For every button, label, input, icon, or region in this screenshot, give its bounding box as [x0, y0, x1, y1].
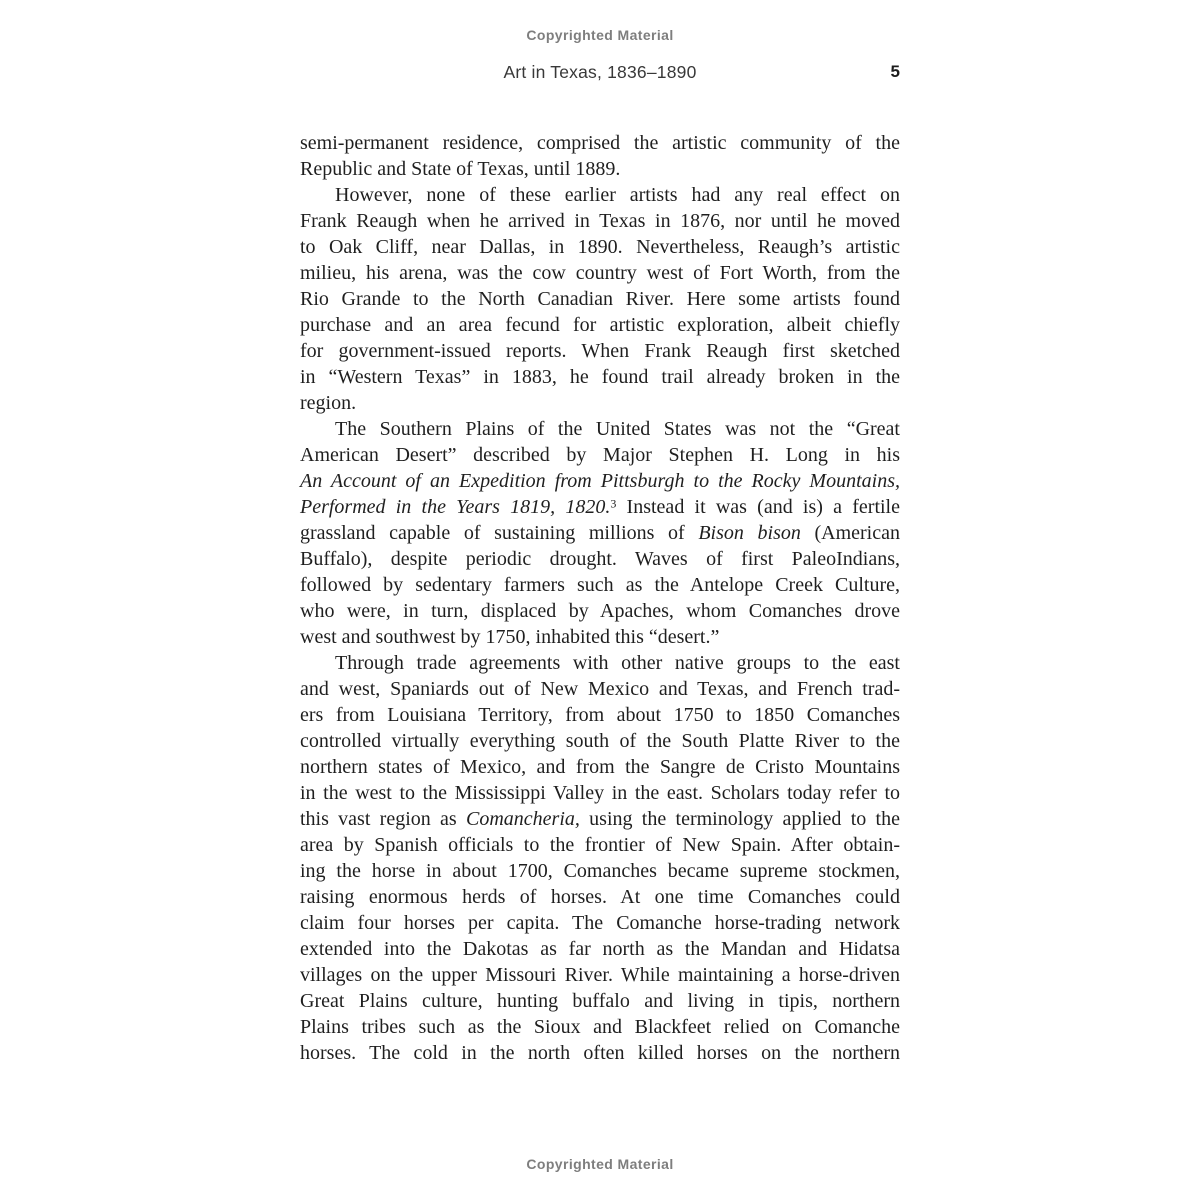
text-line: [300, 546, 900, 572]
text-line: [300, 910, 900, 936]
text-line: [300, 962, 900, 988]
text-segment: ing the horse in about 1700, Comanches became supreme stockmen,: [300, 860, 900, 882]
text-line: [300, 494, 900, 520]
text-line: [300, 936, 900, 962]
text-segment: and west, Spaniards out of New Mexico and Texas, and French trad-: [300, 678, 900, 700]
copyright-notice-bottom: Copyrighted Material: [526, 1156, 674, 1172]
text-line: [300, 728, 900, 754]
italic-text: Comancheria,: [466, 808, 580, 830]
text-segment: in the west to the Mississippi Valley in the east. Scholars today refer to: [300, 782, 900, 804]
text-segment: ers from Louisiana Territory, from about 1750 to 1850 Comanches: [300, 704, 900, 726]
text-segment: The Southern Plains of the United States was not the “Great: [335, 418, 900, 440]
text-segment: region.: [300, 392, 357, 414]
text-line: [300, 858, 900, 884]
text-line: [300, 416, 900, 442]
text-line: [300, 182, 900, 208]
italic-text: An Account of an Expedition from Pittsburgh to the Rocky Mountains,: [300, 470, 900, 492]
text-line: [300, 468, 900, 494]
text-line: [300, 130, 900, 156]
italic-text: Bison bison: [698, 522, 801, 544]
page-number: 5: [890, 62, 900, 81]
text-line: [300, 676, 900, 702]
text-line: [300, 520, 900, 546]
text-line: [300, 806, 900, 832]
text-line: [300, 650, 900, 676]
text-segment: Great Plains culture, hunting buffalo and living in tipis, northern: [300, 990, 900, 1012]
text-line: [300, 260, 900, 286]
text-segment: to Oak Cliff, near Dallas, in 1890. Nevertheless, Reaugh’s artistic: [300, 236, 900, 258]
text-line: [300, 1014, 900, 1040]
text-segment: Rio Grande to the North Canadian River. Here some artists found: [300, 288, 900, 310]
running-header: [300, 62, 900, 84]
text-segment: purchase and an area fecund for artistic exploration, albeit chiefly: [300, 314, 900, 336]
text-line: [300, 884, 900, 910]
text-line: [300, 286, 900, 312]
text-segment: who were, in turn, displaced by Apaches, whom Comanches drove: [300, 600, 900, 622]
text-line: [300, 338, 900, 364]
text-line: [300, 598, 900, 624]
text-segment: controlled virtually everything south of the South Platte River to the: [300, 730, 900, 752]
italic-text: Performed in the Years 1819, 1820.: [300, 496, 611, 518]
text-segment: milieu, his arena, was the cow country west of Fort Worth, from the: [300, 262, 900, 284]
text-segment: Buffalo), despite periodic drought. Waves of first PaleoIndians,: [300, 548, 900, 570]
text-segment: grassland capable of sustaining millions of: [300, 522, 699, 544]
text-segment: northern states of Mexico, and from the Sangre de Cristo Mountains: [300, 756, 900, 778]
body-text: [300, 130, 900, 1066]
text-segment: Plains tribes such as the Sioux and Blackfeet relied on Comanche: [300, 1016, 900, 1038]
text-segment: followed by sedentary farmers such as the Antelope Creek Culture,: [300, 574, 900, 596]
text-line: [300, 312, 900, 338]
text-line: [300, 702, 900, 728]
text-segment: using the terminology applied to the: [579, 808, 900, 830]
text-line: [300, 156, 900, 182]
text-segment: horses. The cold in the north often killed horses on the northern: [300, 1042, 900, 1064]
text-line: [300, 988, 900, 1014]
text-segment: area by Spanish officials to the frontier of New Spain. After obtain-: [300, 834, 900, 856]
text-line: [300, 572, 900, 598]
text-segment: (American: [800, 522, 900, 544]
text-segment: Instead it was (and is) a fertile: [616, 496, 900, 518]
text-segment: Republic and State of Texas, until 1889.: [300, 158, 621, 180]
text-segment: semi-permanent residence, comprised the artistic community of the: [300, 132, 900, 154]
text-line: [300, 364, 900, 390]
text-segment: However, none of these earlier artists had any real effect on: [335, 184, 900, 206]
text-segment: west and southwest by 1750, inhabited this “desert.”: [300, 626, 720, 648]
text-line: [300, 780, 900, 806]
text-segment: in “Western Texas” in 1883, he found trail already broken in the: [300, 366, 900, 388]
text-line: [300, 624, 900, 650]
text-segment: raising enormous herds of horses. At one time Comanches could: [300, 886, 900, 908]
text-line: [300, 208, 900, 234]
text-segment: Through trade agreements with other native groups to the east: [335, 652, 900, 674]
text-line: [300, 390, 900, 416]
text-line: [300, 754, 900, 780]
text-line: [300, 1040, 900, 1066]
text-segment: this vast region as: [300, 808, 466, 830]
text-segment: villages on the upper Missouri River. While maintaining a horse-driven: [300, 964, 900, 986]
copyright-notice-top: Copyrighted Material: [526, 27, 674, 43]
text-line: [300, 442, 900, 468]
text-segment: extended into the Dakotas as far north as the Mandan and Hidatsa: [300, 938, 900, 960]
text-segment: American Desert” described by Major Stephen H. Long in his: [300, 444, 900, 466]
footnote-marker: 3: [610, 496, 617, 511]
text-line: [300, 234, 900, 260]
text-segment: Frank Reaugh when he arrived in Texas in 1876, nor until he moved: [300, 210, 900, 232]
text-segment: for government-issued reports. When Frank Reaugh first sketched: [300, 340, 900, 362]
text-line: [300, 832, 900, 858]
text-segment: claim four horses per capita. The Comanche horse-trading network: [300, 912, 900, 934]
running-header-title: Art in Texas, 1836–1890: [503, 62, 697, 82]
